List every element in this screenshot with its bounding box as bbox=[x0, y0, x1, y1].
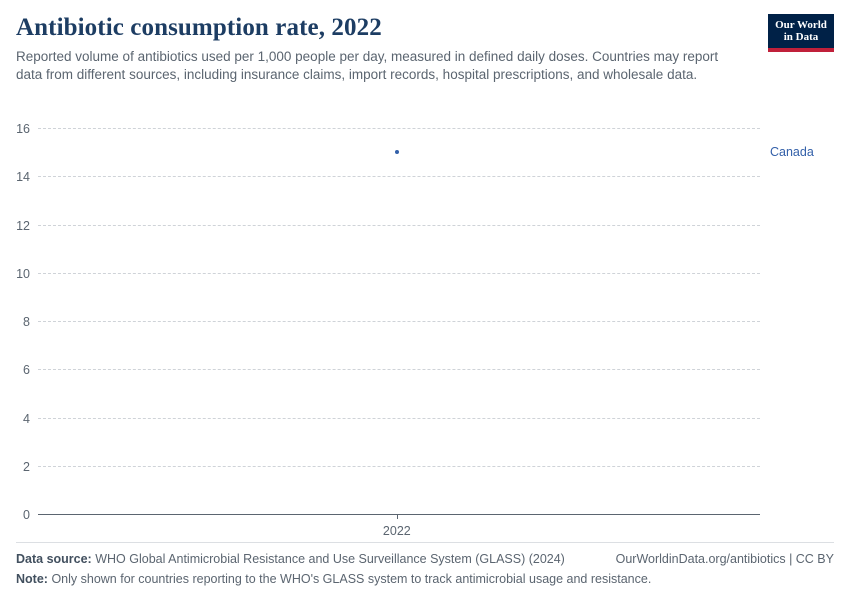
footer-attribution[interactable]: OurWorldinData.org/antibiotics | CC BY bbox=[615, 552, 834, 566]
y-axis-tick-label: 0 bbox=[23, 508, 30, 522]
owid-logo-line1: Our World bbox=[775, 19, 827, 31]
footer-note-text: Only shown for countries reporting to the WHO's GLASS system to track antimicrobial usage and resistance. bbox=[51, 572, 652, 586]
footer-source-label: Data source: bbox=[16, 552, 92, 566]
y-axis-tick-label: 14 bbox=[16, 170, 30, 185]
gridline bbox=[16, 122, 760, 136]
chart-subtitle: Reported volume of antibiotics used per 1,000 people per day, measured in defined daily doses. Countries may report data from different sources, including insurance claims, import records, hospital prescriptions, and wholesale data. bbox=[16, 49, 719, 82]
footer-divider bbox=[16, 542, 834, 543]
x-axis-line bbox=[23, 508, 760, 522]
y-axis-tick-label: 10 bbox=[16, 266, 30, 281]
gridline bbox=[23, 411, 760, 426]
owid-logo[interactable] bbox=[768, 14, 834, 52]
y-axis-tick-label: 2 bbox=[23, 459, 30, 474]
chart-header bbox=[16, 14, 756, 84]
gridline bbox=[16, 218, 760, 233]
y-axis-tick-label: 12 bbox=[16, 218, 30, 233]
owid-logo-line2: in Data bbox=[783, 31, 819, 43]
y-axis-tick-label: 16 bbox=[16, 122, 30, 136]
gridline bbox=[16, 170, 760, 185]
footer-source bbox=[16, 551, 565, 568]
y-axis-tick-label: 6 bbox=[23, 363, 30, 378]
gridline bbox=[23, 459, 760, 474]
chart-footer bbox=[16, 542, 834, 588]
chart-area bbox=[0, 112, 850, 537]
footer-source-text: WHO Global Antimicrobial Resistance and Use Surveillance System (GLASS) (2024) bbox=[95, 552, 565, 566]
page-title: Antibiotic consumption rate, 2022 bbox=[16, 14, 382, 41]
y-axis-tick-label: 8 bbox=[23, 315, 30, 329]
footer-source-row bbox=[16, 551, 834, 568]
series-label[interactable]: Canada bbox=[770, 145, 814, 160]
gridline bbox=[23, 363, 760, 378]
y-axis-tick-label: 4 bbox=[23, 411, 30, 426]
footer-note-label: Note: bbox=[16, 572, 48, 586]
chart-plot bbox=[16, 122, 814, 538]
gridline bbox=[23, 315, 760, 329]
data-point[interactable] bbox=[395, 150, 399, 154]
gridline bbox=[16, 266, 760, 281]
x-axis-tick-mark bbox=[397, 514, 398, 519]
footer-note bbox=[16, 571, 834, 588]
x-axis-tick-label: 2022 bbox=[382, 524, 411, 538]
